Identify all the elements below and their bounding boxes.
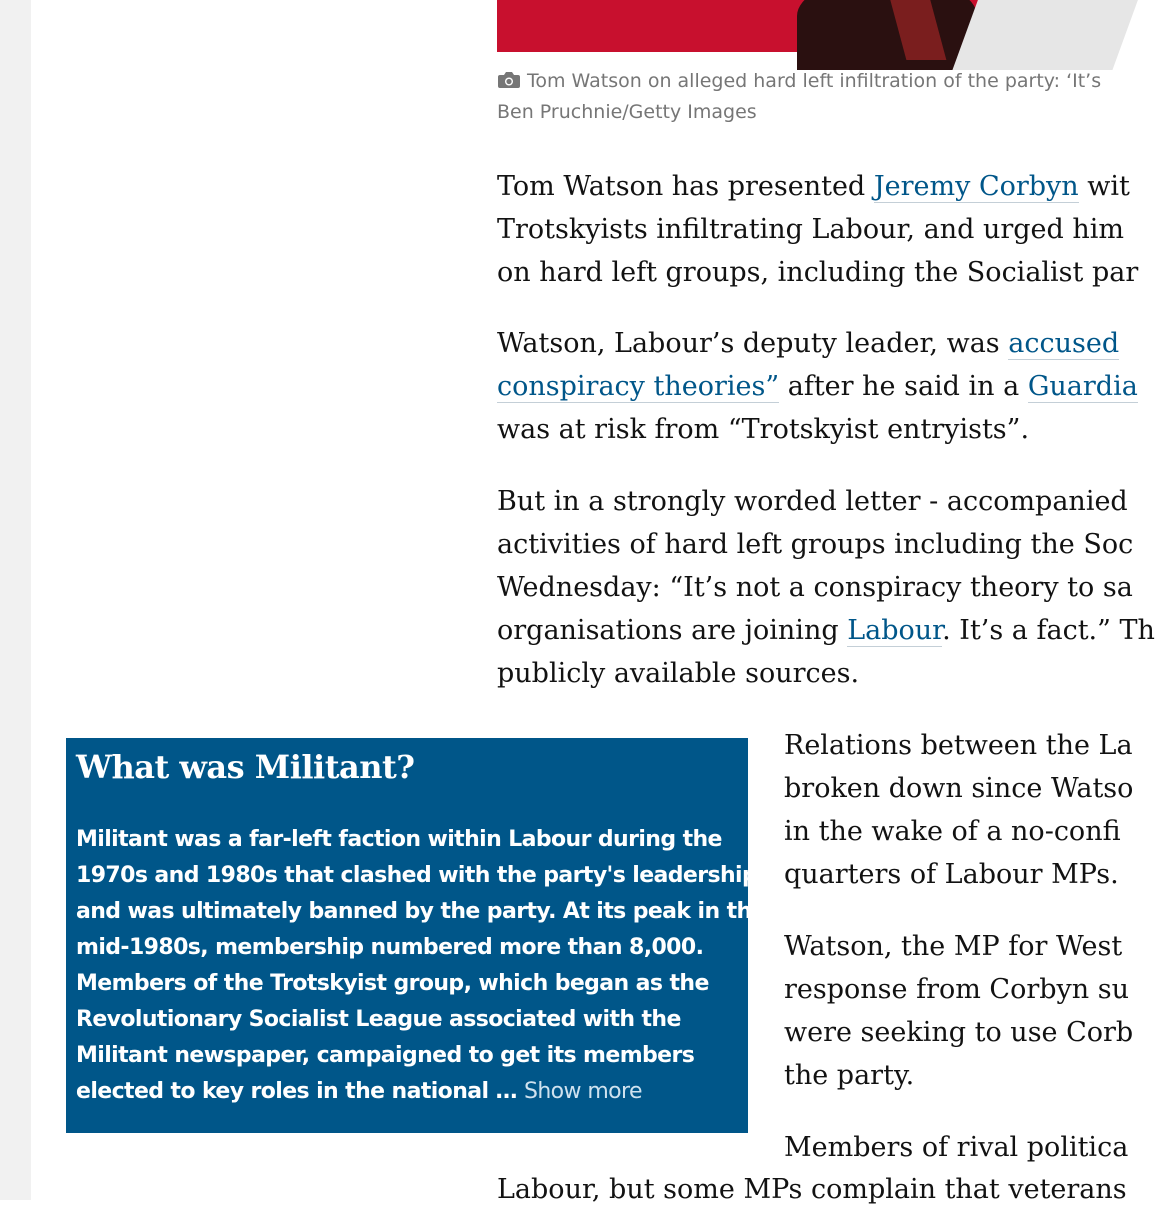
article-paragraph: Watson, the MP for West response from Corbyn su were seeking to use Corb the party. xyxy=(784,931,1134,1091)
article-paragraph: Members of rival politica xyxy=(784,1132,1129,1163)
caption-line-1: Tom Watson on alleged hard left infiltration of the party: ‘It’s xyxy=(497,67,1137,98)
camera-icon xyxy=(497,69,521,98)
accused-link[interactable]: accused xyxy=(1008,328,1120,359)
caption-line-2: Ben Pruchnie/Getty Images xyxy=(497,101,757,123)
article-paragraph: Relations between the La broken down since Watso in the wake of a no-confi quarters of Labour MPs. xyxy=(784,730,1134,890)
article-paragraph: Labour, but some MPs complain that veterans xyxy=(497,1174,1127,1205)
image-caption xyxy=(497,67,1137,127)
explainer-title: What was Militant? xyxy=(76,748,415,786)
article-paragraph: Watson, Labour’s deputy leader, was accused conspiracy theories” after he said in a Guardia was at risk from “Trotskyist entryists”. xyxy=(497,328,1138,445)
article-paragraph: Tom Watson has presented Jeremy Corbyn wit Trotskyists infiltrating Labour, and urged him on hard left groups, including the Socialist par xyxy=(497,171,1139,288)
jeremy-corbyn-link[interactable]: Jeremy Corbyn xyxy=(873,171,1079,202)
labour-link[interactable]: Labour xyxy=(847,615,943,646)
show-more-button[interactable]: Show more xyxy=(523,1079,642,1104)
guardian-link[interactable]: Guardia xyxy=(1027,371,1138,402)
conspiracy-theories-link[interactable]: conspiracy theories” xyxy=(497,371,780,402)
left-gutter xyxy=(0,0,31,1200)
militant-explainer-box xyxy=(66,738,766,1133)
explainer-body: Militant was a far-left faction within Labour during the 1970s and 1980s that clashed with the party's leadership and was ultimately banned by the party. At its peak in the mid-1980s, membership numbered more than 8,000. Members of the Trotskyist group, which began as the Revolutionary Socialist League associated with the Militant newspaper, campaigned to get its members elected to key roles in the national … Show more xyxy=(76,827,766,1104)
article-main-image xyxy=(497,0,1119,52)
article-paragraph: But in a strongly worded letter - accompanied activities of hard left groups including the Soc Wednesday: “It’s not a conspiracy theory to sa organisations are joining Labour. It’s a fact.” Th publicly available sources. xyxy=(497,486,1155,689)
